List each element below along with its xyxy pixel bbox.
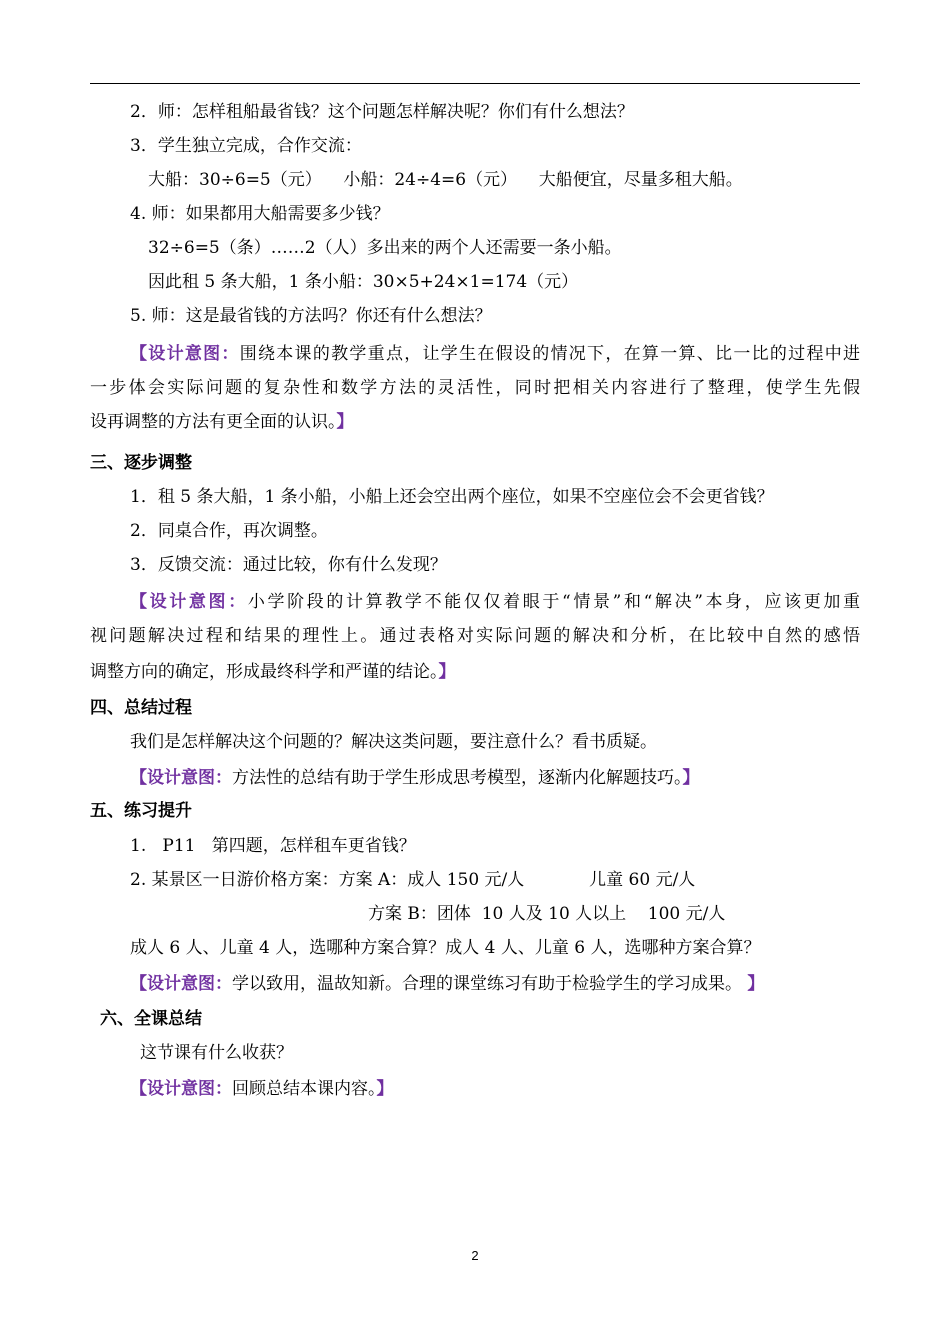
adjust-item-3: 3．反馈交流：通过比较，你有什么发现？: [130, 555, 447, 575]
note-text: 回顾总结本课内容。: [232, 1079, 377, 1099]
question-5: 5. 师：这是最省钱的方法吗？你还有什么想法？: [130, 306, 492, 326]
note-label: 【设计意图：: [130, 1079, 232, 1099]
note-label: 【设计意图：: [130, 974, 232, 994]
heading-adjust: 三、逐步调整: [90, 453, 192, 473]
summary-text: 我们是怎样解决这个问题的？解决这类问题，要注意什么？看书质疑。: [130, 732, 657, 752]
header-rule: [90, 83, 860, 84]
question-3-answer: 大船：30÷6=5（元） 小船：24÷4=6（元） 大船便宜，尽量多租大船。: [148, 170, 743, 190]
question-4-result: 因此租 5 条大船，1 条小船：30×5+24×1=174（元）: [148, 272, 579, 292]
design-note-4: [130, 967, 860, 1001]
design-note-1-line-2: 一步体会实际问题的复杂性和数学方法的灵活性，同时把相关内容进行了整理，使学生先假: [90, 378, 860, 398]
question-3: 3．学生独立完成，合作交流：: [130, 136, 362, 156]
design-note-2-line-2: 视问题解决过程和结果的理性上。通过表格对实际问题的解决和分析，在比较中自然的感悟: [90, 626, 860, 646]
practice-item-1: 1. P11 第四题，怎样租车更省钱？: [130, 836, 416, 856]
note-label: 【设计意图：: [130, 344, 240, 364]
page-number: 2: [471, 1248, 479, 1263]
note-text: 方法性的总结有助于学生形成思考模型，逐渐内化解题技巧。: [232, 768, 683, 788]
heading-summary: 四、总结过程: [90, 698, 192, 718]
note-close: 】: [682, 768, 700, 788]
design-note-1-line-3: [90, 405, 820, 439]
heading-practice: 五、练习提升: [90, 801, 192, 821]
wrapup-text: 这节课有什么收获？: [140, 1043, 293, 1063]
practice-item-2: 2. 某景区一日游价格方案：方案 A：成人 150 元/人 儿童 60 元/人: [130, 870, 696, 890]
adjust-item-2: 2．同桌合作，再次调整。: [130, 521, 328, 541]
design-note-3: [130, 761, 860, 795]
question-2: 2．师：怎样租船最省钱？这个问题怎样解决呢？你们有什么想法？: [130, 102, 634, 122]
note-close: 】: [438, 662, 456, 682]
design-note-2: [130, 585, 860, 619]
note-text: 小学阶段的计算教学不能仅仅着眼于“情景”和“解决”本身，应该更加重: [247, 592, 860, 612]
question-4-calc: 32÷6=5（条）……2（人）多出来的两个人还需要一条小船。: [148, 238, 622, 258]
design-note-1: [130, 337, 860, 371]
design-note-5: [130, 1072, 860, 1106]
note-label: 【设计意图：: [130, 768, 232, 788]
heading-wrapup: 六、全课总结: [100, 1009, 202, 1029]
question-4: 4. 师：如果都用大船需要多少钱？: [130, 204, 390, 224]
practice-item-2-plan-b: 方案 B：团体 10 人及 10 人以上 100 元/人: [368, 904, 726, 924]
practice-item-2-question: 成人 6 人、儿童 4 人，选哪种方案合算？成人 4 人、儿童 6 人，选哪种方案合算？: [130, 938, 761, 958]
design-note-2-line-3: [90, 655, 820, 689]
note-close: 】: [376, 1079, 394, 1099]
note-text: 学以致用，温故知新。合理的课堂练习有助于检验学生的学习成果。: [232, 974, 748, 994]
note-text: 调整方向的确定，形成最终科学和严谨的结论。: [90, 662, 439, 682]
note-close: 】: [336, 412, 354, 432]
note-text: 围绕本课的教学重点，让学生在假设的情况下，在算一算、比一比的过程中进: [239, 344, 861, 364]
note-close: 】: [747, 974, 765, 994]
adjust-item-1: 1．租 5 条大船，1 条小船，小船上还会空出两个座位，如果不空座位会不会更省钱？: [130, 487, 774, 507]
note-label: 【设计意图：: [130, 592, 248, 612]
note-text: 设再调整的方法有更全面的认识。: [90, 412, 337, 432]
